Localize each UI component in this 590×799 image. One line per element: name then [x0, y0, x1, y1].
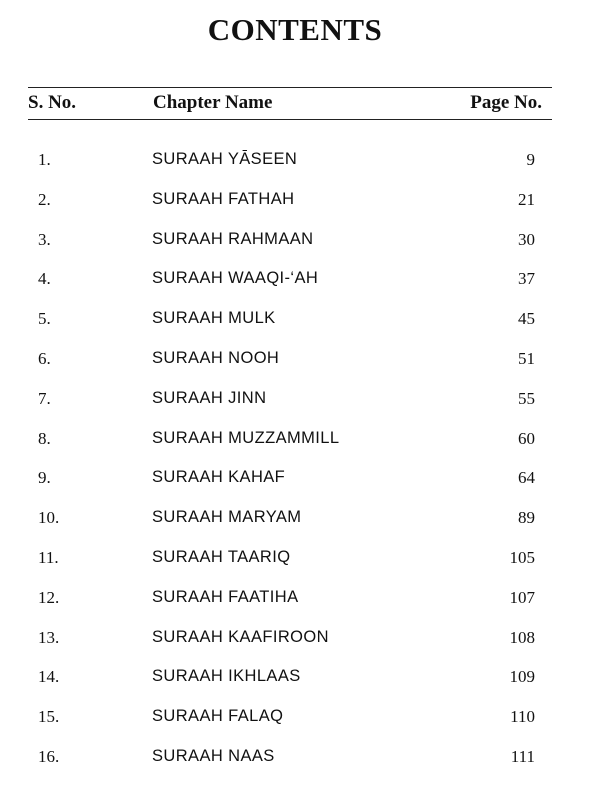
row-page-number: 21	[518, 189, 535, 209]
row-serial-number: 9.	[38, 468, 51, 488]
column-header-chapter: Chapter Name	[153, 92, 273, 113]
row-serial-number: 11.	[38, 547, 59, 567]
table-row	[0, 626, 590, 666]
row-chapter-name: SURAAH FAATIHA	[152, 587, 299, 606]
page-title: CONTENTS	[207, 12, 383, 47]
table-row	[0, 466, 590, 506]
row-chapter-name: SURAAH KAAFIROON	[152, 627, 329, 646]
contents-list	[0, 148, 590, 785]
row-page-number: 109	[509, 667, 535, 687]
row-serial-number: 2.	[38, 189, 51, 209]
table-row	[0, 347, 590, 387]
row-chapter-name: SURAAH FATHAH	[152, 189, 295, 208]
table-row	[0, 387, 590, 427]
row-chapter-name: SURAAH NOOH	[152, 348, 280, 367]
table-row	[0, 228, 590, 268]
row-chapter-name: SURAAH KAHAF	[152, 468, 286, 487]
row-page-number: 64	[518, 468, 535, 488]
table-row	[0, 188, 590, 228]
row-chapter-name: SURAAH MULK	[152, 309, 276, 328]
row-serial-number: 8.	[38, 428, 51, 448]
row-serial-number: 16.	[38, 746, 60, 766]
row-serial-number: 7.	[38, 388, 51, 408]
row-chapter-name: SURAAH JINN	[152, 388, 267, 407]
row-serial-number: 6.	[38, 348, 51, 368]
column-header-sno: S. No.	[28, 92, 77, 113]
row-serial-number: 3.	[38, 229, 51, 249]
row-chapter-name: SURAAH MUZZAMMILL	[152, 428, 340, 447]
header-bottom-rule	[28, 119, 552, 120]
row-chapter-name: SURAAH RAHMAAN	[152, 229, 314, 248]
row-chapter-name: SURAAH FALAQ	[152, 707, 284, 726]
table-row	[0, 148, 590, 188]
table-row	[0, 267, 590, 307]
row-serial-number: 15.	[38, 707, 60, 727]
row-page-number: 89	[518, 508, 535, 528]
row-page-number: 51	[518, 348, 535, 368]
row-serial-number: 1.	[38, 150, 51, 169]
header-top-rule	[28, 87, 552, 88]
row-chapter-name: SURAAH MARYAM	[152, 508, 302, 527]
row-chapter-name: SURAAH NAAS	[152, 746, 275, 765]
table-row	[0, 705, 590, 745]
table-row	[0, 665, 590, 705]
row-serial-number: 12.	[38, 587, 60, 607]
table-row	[0, 546, 590, 586]
row-page-number: 37	[518, 269, 535, 289]
row-page-number: 30	[518, 229, 535, 249]
row-serial-number: 10.	[38, 508, 60, 528]
row-serial-number: 4.	[38, 269, 51, 289]
table-row	[0, 745, 590, 785]
row-serial-number: 5.	[38, 309, 51, 329]
table-row	[0, 586, 590, 626]
row-page-number: 111	[510, 746, 535, 766]
row-page-number: 45	[518, 309, 535, 329]
row-page-number: 105	[509, 547, 535, 567]
row-page-number: 110	[510, 707, 535, 727]
row-chapter-name: SURAAH WAAQI-‘AH	[152, 269, 319, 288]
row-page-number: 55	[518, 388, 535, 408]
row-page-number: 60	[518, 428, 535, 448]
table-row	[0, 506, 590, 546]
row-page-number: 107	[509, 587, 535, 607]
table-row	[0, 427, 590, 467]
row-chapter-name: SURAAH TAARIQ	[152, 547, 291, 566]
row-page-number: 108	[509, 627, 535, 647]
table-row	[0, 307, 590, 347]
column-header-page: Page No.	[470, 92, 542, 113]
row-page-number: 9	[526, 150, 535, 169]
row-chapter-name: SURAAH IKHLAAS	[152, 667, 301, 686]
row-chapter-name: SURAAH YĀSEEN	[152, 150, 298, 168]
row-serial-number: 14.	[38, 667, 60, 687]
row-serial-number: 13.	[38, 627, 60, 647]
